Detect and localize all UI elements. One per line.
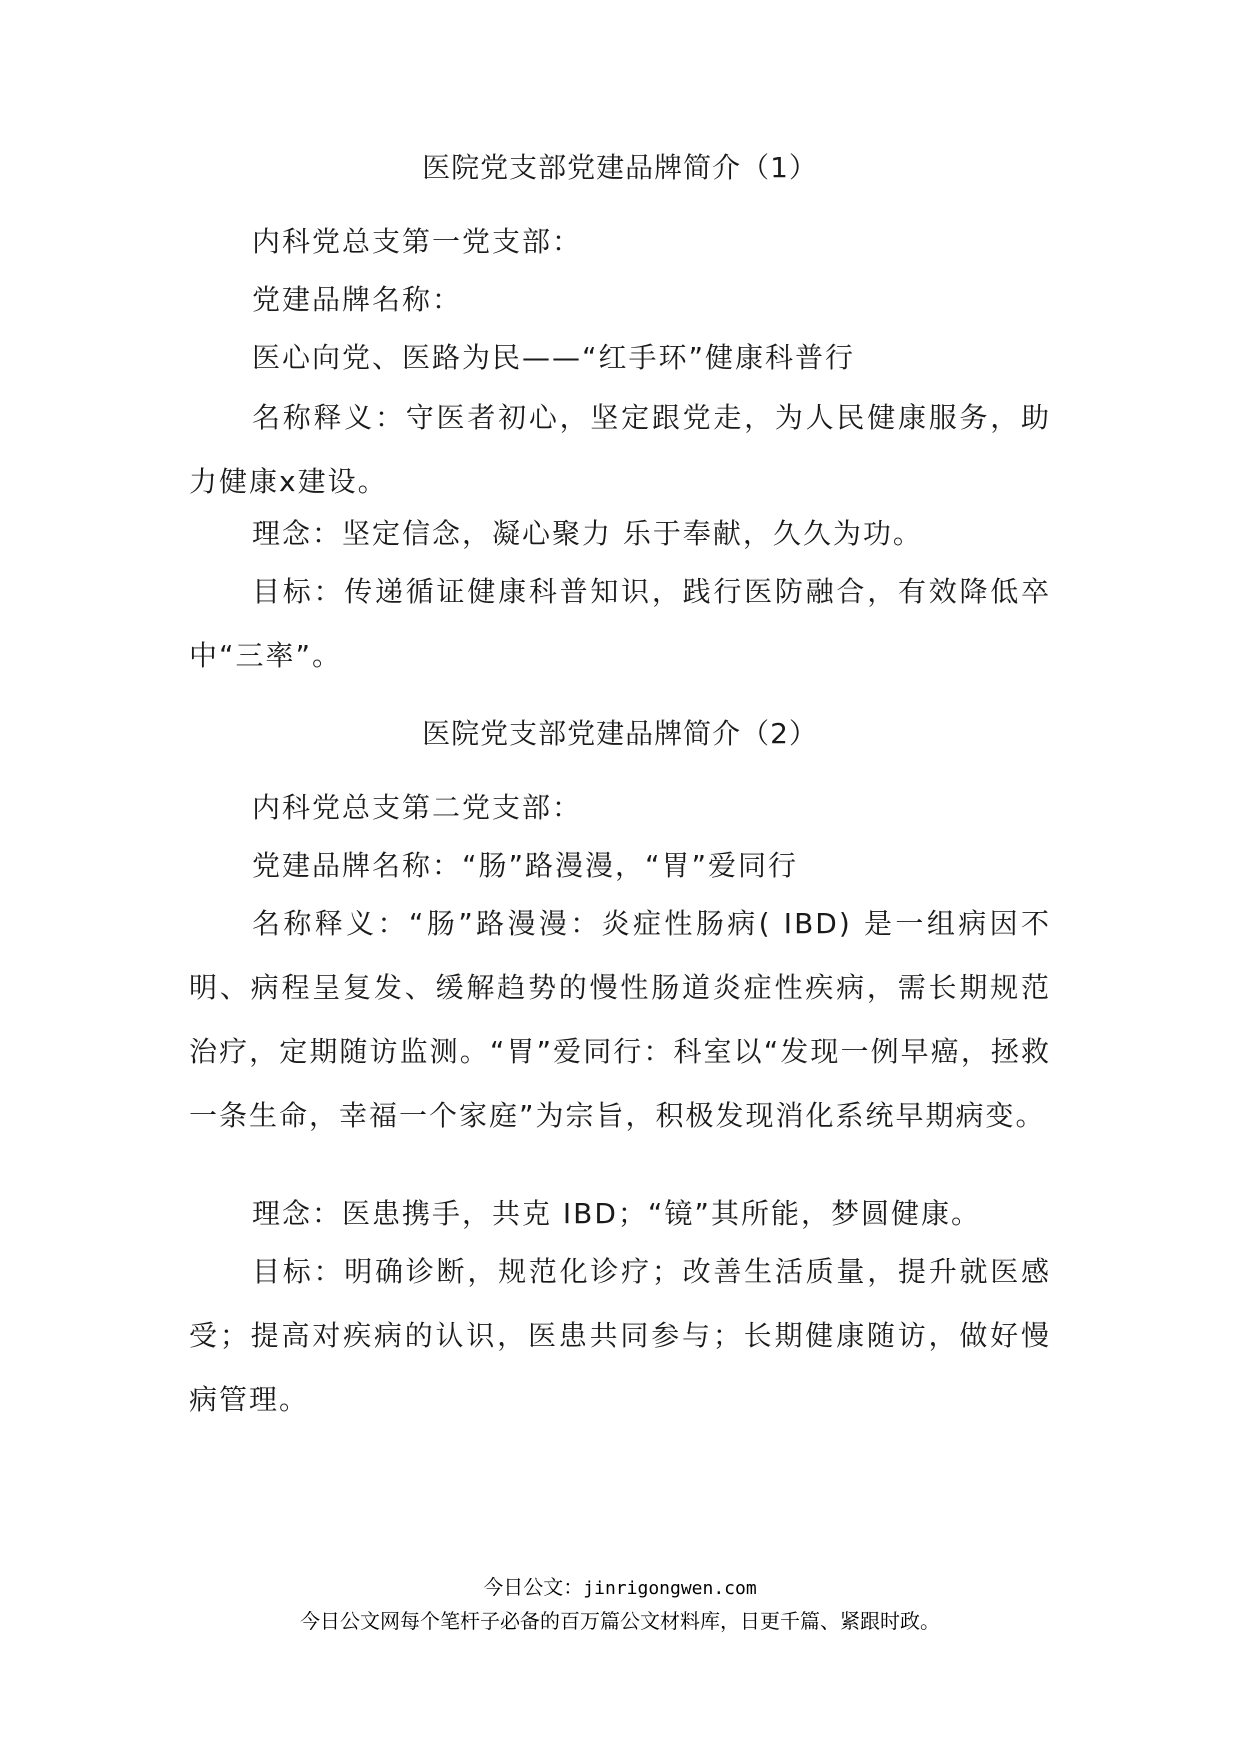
section1-paragraph: 党建品牌名称：	[252, 283, 463, 316]
section1-title: 医院党支部党建品牌简介（1）	[422, 151, 818, 184]
footer-site-line	[0, 1572, 1240, 1604]
section2-paragraph: 目标：明确诊断，规范化诊疗；改善生活质量，提升就医感受；提高对疾病的认识，医患共同参与；长期健康随访，做好慢病管理。	[189, 1255, 1051, 1416]
section2-title: 医院党支部党建品牌简介（2）	[422, 717, 818, 750]
section2-paragraph: 名称释义：“肠”路漫漫：炎症性肠病( IBD) 是一组病因不明、病程呈复发、缓解趋势的慢性肠道炎症性疾病，需长期规范治疗，定期随访监测。“胃”爱同行：科室以“发现一例早癌，拯救一条生命，幸福一个家庭”为宗旨，积极发现消化系统早期病变。	[189, 907, 1051, 1132]
footer-site-link[interactable]: jinrigongwen.com	[583, 1578, 757, 1599]
section1-paragraph: 医心向党、医路为民——“红手环”健康科普行	[252, 341, 856, 374]
section2-paragraph: 理念：医患携手，共克 IBD；“镜”其所能，梦圆健康。	[252, 1197, 981, 1230]
footer-slogan: 今日公文网每个笔杆子必备的百万篇公文材料库，日更千篇、紧跟时政。	[300, 1609, 940, 1633]
section1-paragraph: 理念：坚定信念，凝心聚力 乐于奉献，久久为功。	[252, 517, 923, 550]
section1-paragraph: 名称释义：守医者初心，坚定跟党走，为人民健康服务，助力健康x建设。	[189, 401, 1051, 498]
section2-paragraph: 党建品牌名称：“肠”路漫漫，“胃”爱同行	[252, 849, 799, 882]
section1-paragraph: 内科党总支第一党支部：	[252, 225, 583, 258]
section2-paragraph: 内科党总支第二党支部：	[252, 791, 583, 824]
section1-paragraph: 目标：传递循证健康科普知识，践行医防融合，有效降低卒中“三率”。	[189, 575, 1051, 672]
footer-site-label: 今日公文：	[483, 1575, 584, 1599]
